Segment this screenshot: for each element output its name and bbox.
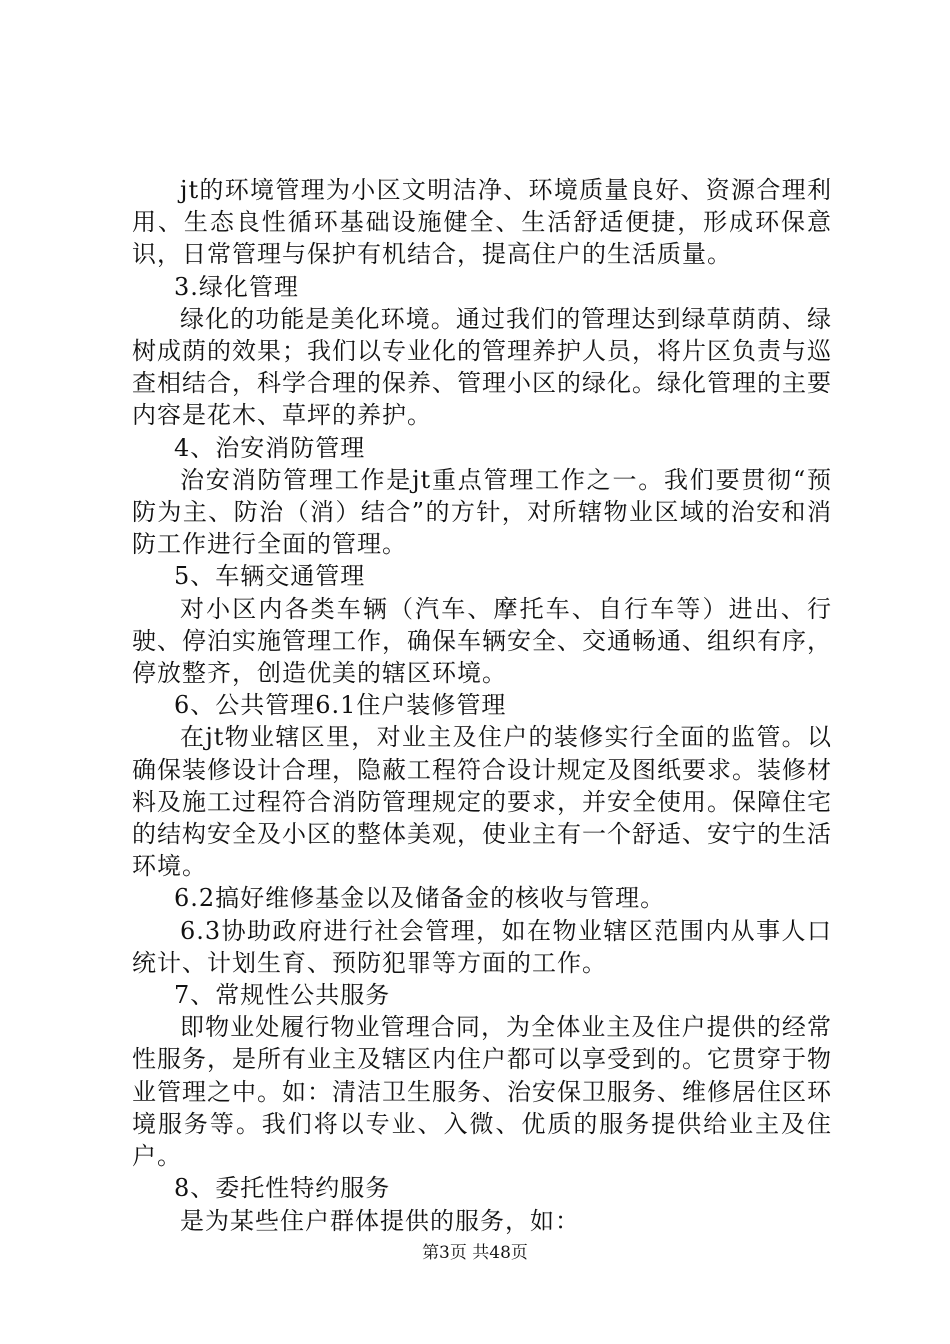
paragraph-social-management: 6.3协助政府进行社会管理，如在物业辖区范围内从事人口统计、计划生育、预防犯罪等方面的工作。 [132, 916, 832, 977]
paragraph-environment: jt的环境管理为小区文明洁净、环境质量良好、资源合理利用、生态良性循环基础设施健全、生活舒适便捷，形成环保意识，日常管理与保护有机结合，提高住户的生活质量。 [132, 176, 832, 269]
document-body [132, 174, 832, 1237]
paragraph-renovation: 在jt物业辖区里，对业主及住户的装修实行全面的监管。以确保装修设计合理，隐蔽工程符合设计规定及图纸要求。装修材料及施工过程符合消防管理规定的要求，并安全使用。保障住宅的结构安全及小区的整体美观，使业主有一个舒适、安宁的生活环境。 [132, 723, 832, 881]
paragraph-traffic: 对小区内各类车辆（汽车、摩托车、自行车等）进出、行驶、停泊实施管理工作，确保车辆安全、交通畅通、组织有序，停放整齐，创造优美的辖区环境。 [132, 594, 832, 688]
paragraph-routine-service: 即物业处履行物业管理合同，为全体业主及住户提供的经常性服务，是所有业主及辖区内住户都可以享受到的。它贯穿于物业管理之中。如：清洁卫生服务、治安保卫服务、维修居住区环境服务等。我们将以专业、入微、优质的服务提供给业主及住户。 [132, 1013, 832, 1171]
heading-routine-service: 7、常规性公共服务 [174, 981, 391, 1010]
paragraph-security-fire: 治安消防管理工作是jt重点管理工作之一。我们要贯彻“预防为主、防治（消）结合”的方针，对所辖物业区域的治安和消防工作进行全面的管理。 [132, 465, 832, 559]
heading-security-fire: 4、治安消防管理 [174, 433, 366, 462]
paragraph-commissioned-service: 是为某些住户群体提供的服务，如： [180, 1206, 580, 1235]
heading-commissioned-service: 8、委托性特约服务 [174, 1174, 391, 1203]
heading-public-management: 6、公共管理6.1住户装修管理 [174, 691, 507, 720]
heading-maintenance-fund: 6.2搞好维修基金以及储备金的核收与管理。 [174, 884, 666, 913]
page-footer: 第3页 共48页 [422, 1243, 528, 1263]
paragraph-greening: 绿化的功能是美化环境。通过我们的管理达到绿草荫荫、绿树成荫的效果；我们以专业化的管理养护人员，将片区负责与巡查相结合，科学合理的保养、管理小区的绿化。绿化管理的主要内容是花木、草坪的养护。 [132, 304, 832, 430]
heading-traffic: 5、车辆交通管理 [174, 562, 366, 591]
heading-greening: 3.绿化管理 [174, 272, 299, 301]
